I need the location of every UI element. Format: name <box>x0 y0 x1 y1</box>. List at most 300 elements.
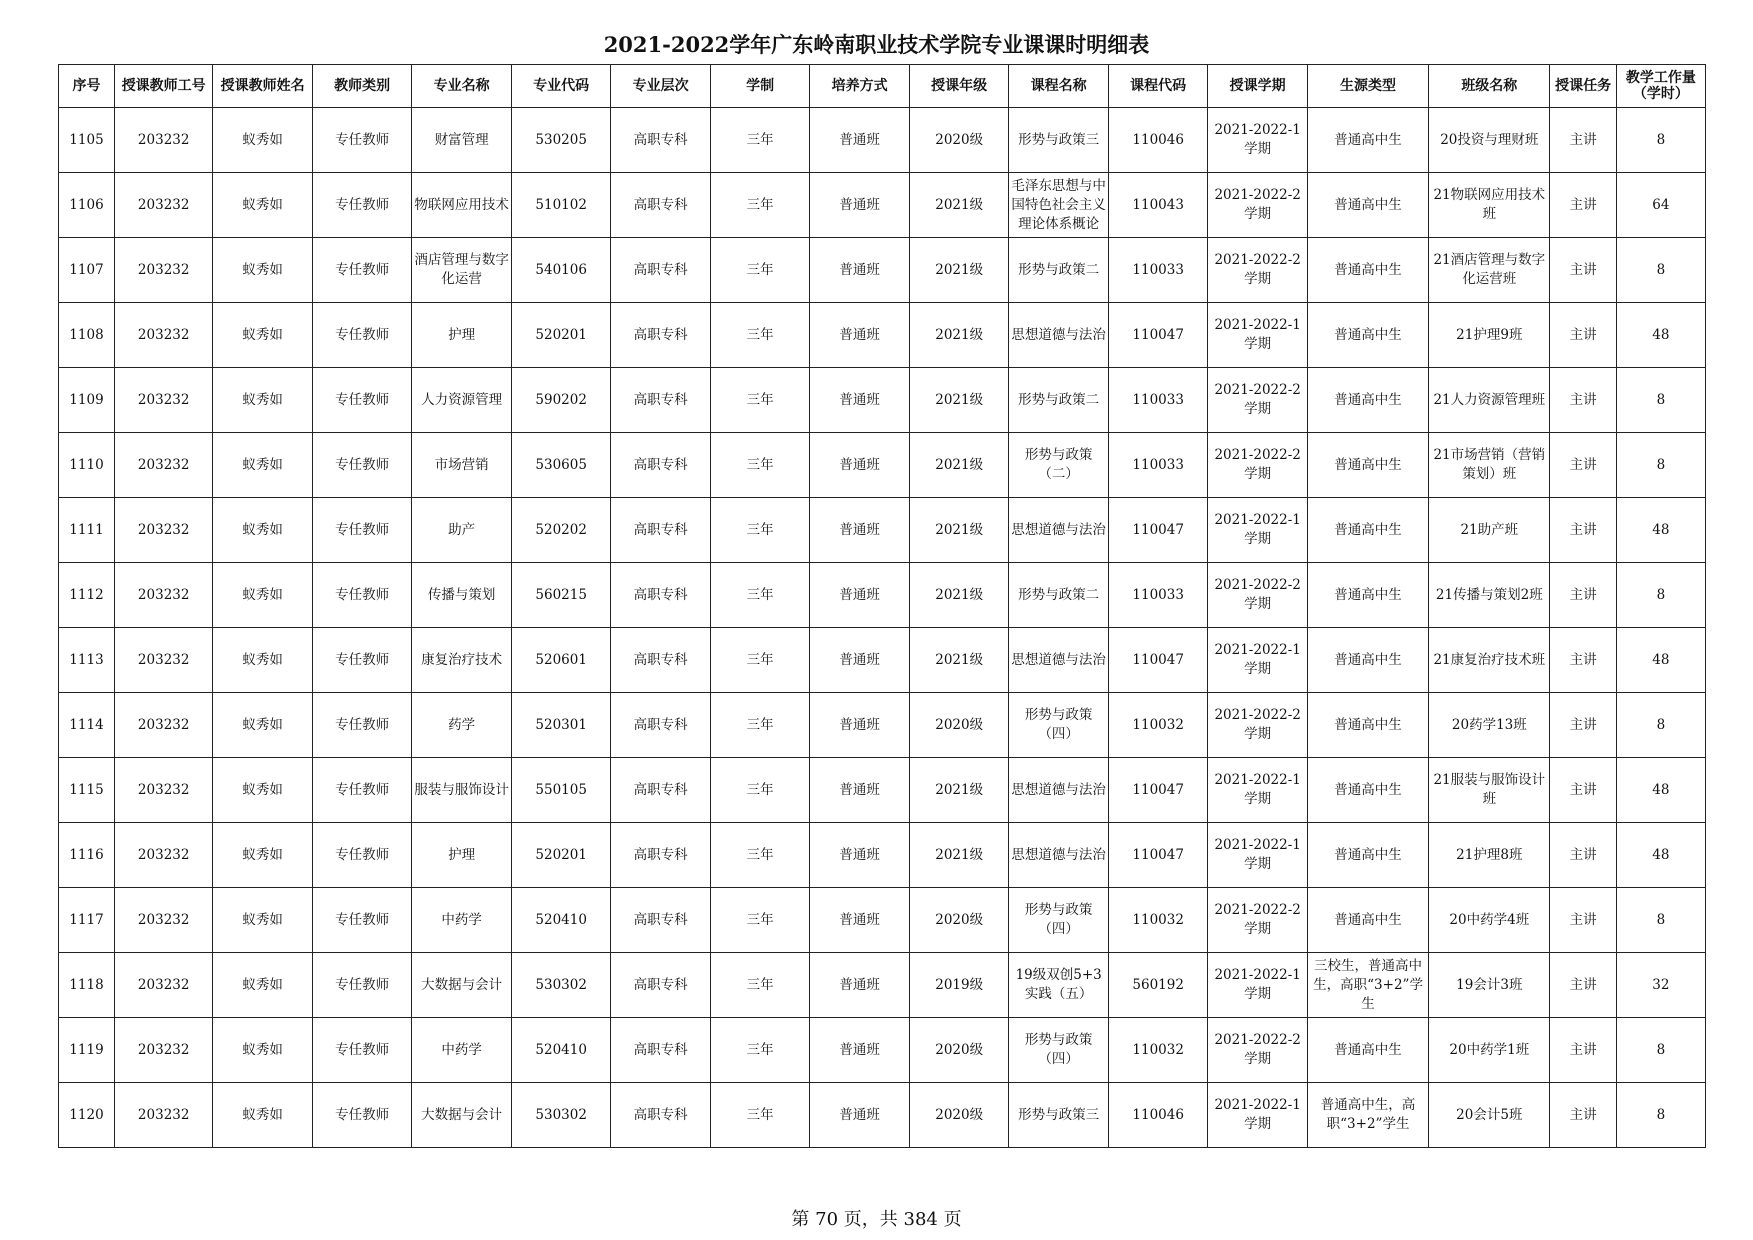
cell-text: 高职专科 <box>633 391 688 408</box>
cell-text: 专任教师 <box>335 976 390 993</box>
column-header-major-code: 专业代码 <box>511 65 611 108</box>
cell-text: 普通高中生 <box>1334 131 1402 148</box>
cell-text: 普通高中生 <box>1334 651 1402 668</box>
cell-text: 8 <box>1656 911 1666 928</box>
cell-text: 560215 <box>535 586 587 603</box>
cell-text: 2021-2022-2学期 <box>1214 187 1301 222</box>
cell-text: 2021-2022-2学期 <box>1214 447 1301 482</box>
cell-semester <box>1208 563 1308 628</box>
cell-text: 主讲 <box>1569 651 1597 668</box>
cell-grade <box>909 823 1009 888</box>
cell-text: 48 <box>1652 326 1670 343</box>
cell-text: 110047 <box>1132 651 1184 668</box>
cell-student-source <box>1307 823 1428 888</box>
cell-text: 2021-2022-1学期 <box>1214 1097 1301 1132</box>
cell-text: 普通高中生 <box>1334 1041 1402 1058</box>
cell-student-source <box>1307 433 1428 498</box>
cell-workload <box>1616 953 1705 1018</box>
cell-text: 形势与政策（四） <box>1024 707 1093 742</box>
cell-task <box>1550 1018 1616 1083</box>
cell-seq <box>59 1018 115 1083</box>
cell-text: 110047 <box>1132 326 1184 343</box>
cell-major-code <box>511 433 611 498</box>
cell-text: 2020级 <box>935 1106 984 1123</box>
cell-task <box>1550 628 1616 693</box>
cell-training-mode <box>810 1083 910 1148</box>
cell-text: 48 <box>1652 521 1670 538</box>
cell-text: 三年 <box>746 1041 774 1058</box>
table-row <box>59 628 1706 693</box>
cell-text: 高职专科 <box>633 326 688 343</box>
cell-text: 蚁秀如 <box>242 781 283 798</box>
cell-duration <box>710 498 810 563</box>
cell-course-code <box>1108 628 1208 693</box>
cell-text: 普通班 <box>839 781 880 798</box>
cell-text: 2021-2022-2学期 <box>1214 252 1301 287</box>
cell-seq <box>59 888 115 953</box>
cell-duration <box>710 888 810 953</box>
cell-course-code <box>1108 563 1208 628</box>
cell-major-code <box>511 498 611 563</box>
cell-text: 普通班 <box>839 391 880 408</box>
cell-grade <box>909 628 1009 693</box>
cell-text: 形势与政策（四） <box>1024 902 1093 937</box>
column-header-class-name: 班级名称 <box>1429 65 1550 108</box>
cell-student-source <box>1307 693 1428 758</box>
cell-text: 530205 <box>535 131 587 148</box>
column-header-semester: 授课学期 <box>1208 65 1308 108</box>
cell-text: 1113 <box>69 651 104 668</box>
cell-major-code <box>511 1083 611 1148</box>
cell-class-name <box>1429 108 1550 173</box>
cell-task <box>1550 758 1616 823</box>
cell-text: 主讲 <box>1569 456 1597 473</box>
cell-text: 高职专科 <box>633 846 688 863</box>
cell-text: 8 <box>1656 1106 1666 1123</box>
cell-workload <box>1616 238 1705 303</box>
cell-text: 普通班 <box>839 131 880 148</box>
cell-text: 560192 <box>1132 976 1184 993</box>
cell-teacher-type <box>312 758 412 823</box>
cell-major-code <box>511 823 611 888</box>
cell-text: 主讲 <box>1569 781 1597 798</box>
cell-student-source <box>1307 238 1428 303</box>
cell-text: 520202 <box>535 521 587 538</box>
cell-text: 普通班 <box>839 261 880 278</box>
table-row <box>59 368 1706 433</box>
cell-teacher-type <box>312 303 412 368</box>
cell-training-mode <box>810 368 910 433</box>
cell-text: 21护理8班 <box>1456 846 1523 863</box>
column-header-duration: 学制 <box>710 65 810 108</box>
cell-course-code <box>1108 108 1208 173</box>
cell-text: 1114 <box>69 716 104 733</box>
cell-text: 普通高中生，高职“3+2”学生 <box>1320 1097 1416 1132</box>
cell-text: 21物联网应用技术班 <box>1433 187 1546 222</box>
cell-class-name <box>1429 563 1550 628</box>
cell-text: 2021-2022-2学期 <box>1214 1032 1301 1067</box>
cell-text: 1110 <box>69 456 104 473</box>
cell-major-code <box>511 628 611 693</box>
cell-text: 三校生，普通高中生，高职“3+2”学生 <box>1313 957 1423 1012</box>
cell-duration <box>710 173 810 238</box>
cell-teacher-name <box>213 433 313 498</box>
cell-major-level <box>611 693 711 758</box>
cell-duration <box>710 1018 810 1083</box>
cell-major-name <box>412 1083 512 1148</box>
cell-text: 2020级 <box>935 716 984 733</box>
cell-text: 蚁秀如 <box>242 1041 283 1058</box>
cell-text: 110047 <box>1132 846 1184 863</box>
cell-text: 2021级 <box>935 391 984 408</box>
cell-teacher-name <box>213 498 313 563</box>
page-footer: 第 70 页，共 384 页 <box>791 1209 962 1230</box>
cell-text: 203232 <box>137 586 190 603</box>
cell-semester <box>1208 108 1308 173</box>
cell-text: 专任教师 <box>335 391 390 408</box>
cell-seq <box>59 1083 115 1148</box>
table-row <box>59 498 1706 563</box>
cell-major-name <box>412 498 512 563</box>
cell-teacher-id <box>114 108 212 173</box>
cell-text: 203232 <box>137 196 190 213</box>
cell-text: 三年 <box>746 651 774 668</box>
cell-workload <box>1616 368 1705 433</box>
cell-text: 主讲 <box>1569 1041 1597 1058</box>
cell-task <box>1550 173 1616 238</box>
cell-major-name <box>412 108 512 173</box>
cell-text: 蚁秀如 <box>242 521 283 538</box>
cell-text: 1119 <box>69 1041 104 1058</box>
cell-text: 普通班 <box>839 456 880 473</box>
cell-course-name <box>1009 173 1109 238</box>
cell-course-code <box>1108 173 1208 238</box>
cell-text: 蚁秀如 <box>242 131 283 148</box>
cell-text: 普通班 <box>839 326 880 343</box>
cell-workload <box>1616 758 1705 823</box>
cell-teacher-type <box>312 888 412 953</box>
cell-text: 普通高中生 <box>1334 196 1402 213</box>
cell-text: 1112 <box>69 586 104 603</box>
cell-teacher-type <box>312 498 412 563</box>
column-header-student-source: 生源类型 <box>1307 65 1428 108</box>
cell-text: 21市场营销（营销策划）班 <box>1433 447 1546 482</box>
cell-seq <box>59 953 115 1018</box>
cell-seq <box>59 628 115 693</box>
cell-text: 2021级 <box>935 326 984 343</box>
cell-major-name <box>412 238 512 303</box>
cell-text: 普通班 <box>839 651 880 668</box>
cell-teacher-name <box>213 888 313 953</box>
cell-text: 590202 <box>535 391 587 408</box>
cell-text: 三年 <box>746 196 774 213</box>
cell-text: 主讲 <box>1569 261 1597 278</box>
cell-duration <box>710 953 810 1018</box>
cell-text: 8 <box>1656 261 1666 278</box>
cell-student-source <box>1307 173 1428 238</box>
cell-text: 203232 <box>137 391 190 408</box>
cell-training-mode <box>810 953 910 1018</box>
cell-teacher-id <box>114 433 212 498</box>
cell-text: 20会计5班 <box>1456 1106 1523 1123</box>
page-title: 2021-2022学年广东岭南职业技术学院专业课课时明细表 <box>603 32 1150 57</box>
cell-text: 高职专科 <box>633 131 688 148</box>
cell-text: 110033 <box>1132 456 1184 473</box>
cell-text: 19会计3班 <box>1456 976 1523 993</box>
cell-class-name <box>1429 888 1550 953</box>
cell-major-level <box>611 238 711 303</box>
table-row <box>59 953 1706 1018</box>
cell-text: 2021-2022-2学期 <box>1214 707 1301 742</box>
cell-text: 110033 <box>1132 586 1184 603</box>
cell-text: 康复治疗技术 <box>421 651 503 668</box>
cell-text: 专任教师 <box>335 911 390 928</box>
cell-training-mode <box>810 433 910 498</box>
cell-text: 203232 <box>137 261 190 278</box>
cell-grade <box>909 303 1009 368</box>
cell-text: 2021-2022-1学期 <box>1214 837 1301 872</box>
cell-text: 1116 <box>69 846 104 863</box>
cell-major-code <box>511 888 611 953</box>
table-row <box>59 303 1706 368</box>
cell-class-name <box>1429 238 1550 303</box>
cell-text: 财富管理 <box>434 131 489 148</box>
cell-teacher-name <box>213 628 313 693</box>
cell-course-name <box>1009 953 1109 1018</box>
column-header-course-name: 课程名称 <box>1009 65 1109 108</box>
cell-class-name <box>1429 1018 1550 1083</box>
cell-major-level <box>611 108 711 173</box>
cell-semester <box>1208 498 1308 563</box>
cell-teacher-name <box>213 368 313 433</box>
cell-grade <box>909 563 1009 628</box>
cell-course-code <box>1108 303 1208 368</box>
cell-text: 主讲 <box>1569 131 1597 148</box>
cell-teacher-type <box>312 433 412 498</box>
cell-text: 2021-2022-1学期 <box>1214 317 1301 352</box>
cell-text: 中药学 <box>441 911 482 928</box>
cell-text: 高职专科 <box>633 716 688 733</box>
cell-text: 主讲 <box>1569 911 1597 928</box>
cell-text: 1117 <box>69 911 104 928</box>
cell-text: 2020级 <box>935 911 984 928</box>
cell-text: 市场营销 <box>434 456 489 473</box>
cell-text: 高职专科 <box>633 586 688 603</box>
cell-text: 普通高中生 <box>1334 261 1402 278</box>
cell-text: 普通高中生 <box>1334 521 1402 538</box>
cell-teacher-name <box>213 1018 313 1083</box>
cell-task <box>1550 693 1616 758</box>
cell-text: 形势与政策（四） <box>1024 1032 1093 1067</box>
cell-workload <box>1616 303 1705 368</box>
cell-text: 21护理9班 <box>1456 326 1523 343</box>
cell-seq <box>59 303 115 368</box>
cell-text: 203232 <box>137 781 190 798</box>
table-row <box>59 823 1706 888</box>
cell-duration <box>710 693 810 758</box>
cell-text: 专任教师 <box>335 651 390 668</box>
cell-text: 专任教师 <box>335 1041 390 1058</box>
cell-teacher-id <box>114 368 212 433</box>
cell-text: 专任教师 <box>335 846 390 863</box>
cell-text: 530302 <box>535 976 587 993</box>
cell-major-level <box>611 1083 711 1148</box>
cell-text: 蚁秀如 <box>242 911 283 928</box>
cell-text: 物联网应用技术 <box>414 196 509 213</box>
cell-class-name <box>1429 693 1550 758</box>
cell-text: 普通高中生 <box>1334 716 1402 733</box>
cell-text: 8 <box>1656 586 1666 603</box>
table-row <box>59 1018 1706 1083</box>
cell-text: 203232 <box>137 1041 190 1058</box>
cell-course-code <box>1108 823 1208 888</box>
cell-text: 48 <box>1652 651 1670 668</box>
cell-text: 思想道德与法治 <box>1011 326 1106 343</box>
cell-course-code <box>1108 498 1208 563</box>
cell-text: 三年 <box>746 911 774 928</box>
cell-student-source <box>1307 303 1428 368</box>
cell-text: 毛泽东思想与中国特色社会主义理论体系概论 <box>1011 177 1106 232</box>
cell-text: 蚁秀如 <box>242 456 283 473</box>
cell-text: 普通高中生 <box>1334 391 1402 408</box>
cell-major-code <box>511 953 611 1018</box>
cell-text: 大数据与会计 <box>421 1106 503 1123</box>
cell-text: 110032 <box>1132 1041 1184 1058</box>
cell-text: 思想道德与法治 <box>1011 781 1106 798</box>
cell-course-code <box>1108 238 1208 303</box>
cell-text: 主讲 <box>1569 846 1597 863</box>
cell-text: 8 <box>1656 1041 1666 1058</box>
cell-student-source <box>1307 1083 1428 1148</box>
cell-text: 21传播与策划2班 <box>1435 586 1543 603</box>
cell-teacher-name <box>213 563 313 628</box>
cell-text: 形势与政策二 <box>1018 391 1100 408</box>
cell-text: 2021-2022-1学期 <box>1214 122 1301 157</box>
cell-task <box>1550 433 1616 498</box>
cell-teacher-type <box>312 953 412 1018</box>
cell-class-name <box>1429 433 1550 498</box>
cell-semester <box>1208 693 1308 758</box>
cell-course-name <box>1009 563 1109 628</box>
cell-class-name <box>1429 823 1550 888</box>
cell-teacher-name <box>213 173 313 238</box>
cell-teacher-id <box>114 173 212 238</box>
cell-duration <box>710 433 810 498</box>
cell-workload <box>1616 1083 1705 1148</box>
cell-text: 专任教师 <box>335 1106 390 1123</box>
cell-task <box>1550 823 1616 888</box>
cell-text: 2020级 <box>935 131 984 148</box>
cell-workload <box>1616 173 1705 238</box>
cell-text: 32 <box>1652 976 1670 993</box>
cell-text: 20中药学1班 <box>1449 1041 1530 1058</box>
column-header-teacher-type: 教师类别 <box>312 65 412 108</box>
cell-text: 20投资与理财班 <box>1440 131 1539 148</box>
cell-text: 三年 <box>746 716 774 733</box>
cell-teacher-id <box>114 238 212 303</box>
cell-text: 高职专科 <box>633 261 688 278</box>
cell-text: 普通班 <box>839 716 880 733</box>
cell-semester <box>1208 628 1308 693</box>
table-row <box>59 563 1706 628</box>
cell-text: 19级双创5+3实践（五） <box>1015 967 1102 1002</box>
cell-teacher-type <box>312 823 412 888</box>
cell-teacher-id <box>114 1083 212 1148</box>
cell-teacher-name <box>213 108 313 173</box>
cell-teacher-id <box>114 1018 212 1083</box>
cell-text: 520301 <box>535 716 587 733</box>
cell-text: 1120 <box>69 1106 104 1123</box>
cell-student-source <box>1307 628 1428 693</box>
cell-text: 1105 <box>69 131 104 148</box>
column-header-workload: 教学工作量（学时） <box>1616 65 1705 108</box>
cell-text: 普通班 <box>839 586 880 603</box>
cell-text: 专任教师 <box>335 326 390 343</box>
cell-text: 48 <box>1652 781 1670 798</box>
cell-course-name <box>1009 823 1109 888</box>
cell-text: 高职专科 <box>633 651 688 668</box>
cell-text: 高职专科 <box>633 781 688 798</box>
cell-student-source <box>1307 953 1428 1018</box>
cell-major-name <box>412 758 512 823</box>
cell-grade <box>909 433 1009 498</box>
cell-teacher-id <box>114 628 212 693</box>
cell-class-name <box>1429 953 1550 1018</box>
cell-seq <box>59 823 115 888</box>
cell-text: 主讲 <box>1569 521 1597 538</box>
cell-text: 48 <box>1652 846 1670 863</box>
cell-workload <box>1616 108 1705 173</box>
cell-text: 专任教师 <box>335 781 390 798</box>
cell-major-name <box>412 888 512 953</box>
cell-text: 主讲 <box>1569 1106 1597 1123</box>
cell-course-name <box>1009 1018 1109 1083</box>
cell-text: 护理 <box>448 846 476 863</box>
cell-workload <box>1616 628 1705 693</box>
cell-task <box>1550 238 1616 303</box>
cell-text: 三年 <box>746 976 774 993</box>
cell-semester <box>1208 433 1308 498</box>
cell-teacher-name <box>213 1083 313 1148</box>
cell-duration <box>710 368 810 433</box>
cell-text: 蚁秀如 <box>242 846 283 863</box>
cell-semester <box>1208 888 1308 953</box>
cell-text: 2020级 <box>935 1041 984 1058</box>
cell-duration <box>710 823 810 888</box>
cell-text: 中药学 <box>441 1041 482 1058</box>
cell-major-code <box>511 1018 611 1083</box>
cell-major-level <box>611 953 711 1018</box>
cell-text: 三年 <box>746 131 774 148</box>
cell-semester <box>1208 173 1308 238</box>
cell-teacher-id <box>114 693 212 758</box>
cell-semester <box>1208 303 1308 368</box>
cell-major-code <box>511 758 611 823</box>
cell-text: 高职专科 <box>633 976 688 993</box>
cell-workload <box>1616 823 1705 888</box>
cell-semester <box>1208 1018 1308 1083</box>
cell-text: 540106 <box>535 261 587 278</box>
cell-text: 21人力资源管理班 <box>1433 391 1546 408</box>
cell-teacher-type <box>312 1083 412 1148</box>
cell-text: 三年 <box>746 261 774 278</box>
cell-training-mode <box>810 888 910 953</box>
cell-text: 2021-2022-1学期 <box>1214 772 1301 807</box>
cell-teacher-name <box>213 758 313 823</box>
cell-text: 8 <box>1656 716 1666 733</box>
cell-course-name <box>1009 628 1109 693</box>
cell-grade <box>909 108 1009 173</box>
